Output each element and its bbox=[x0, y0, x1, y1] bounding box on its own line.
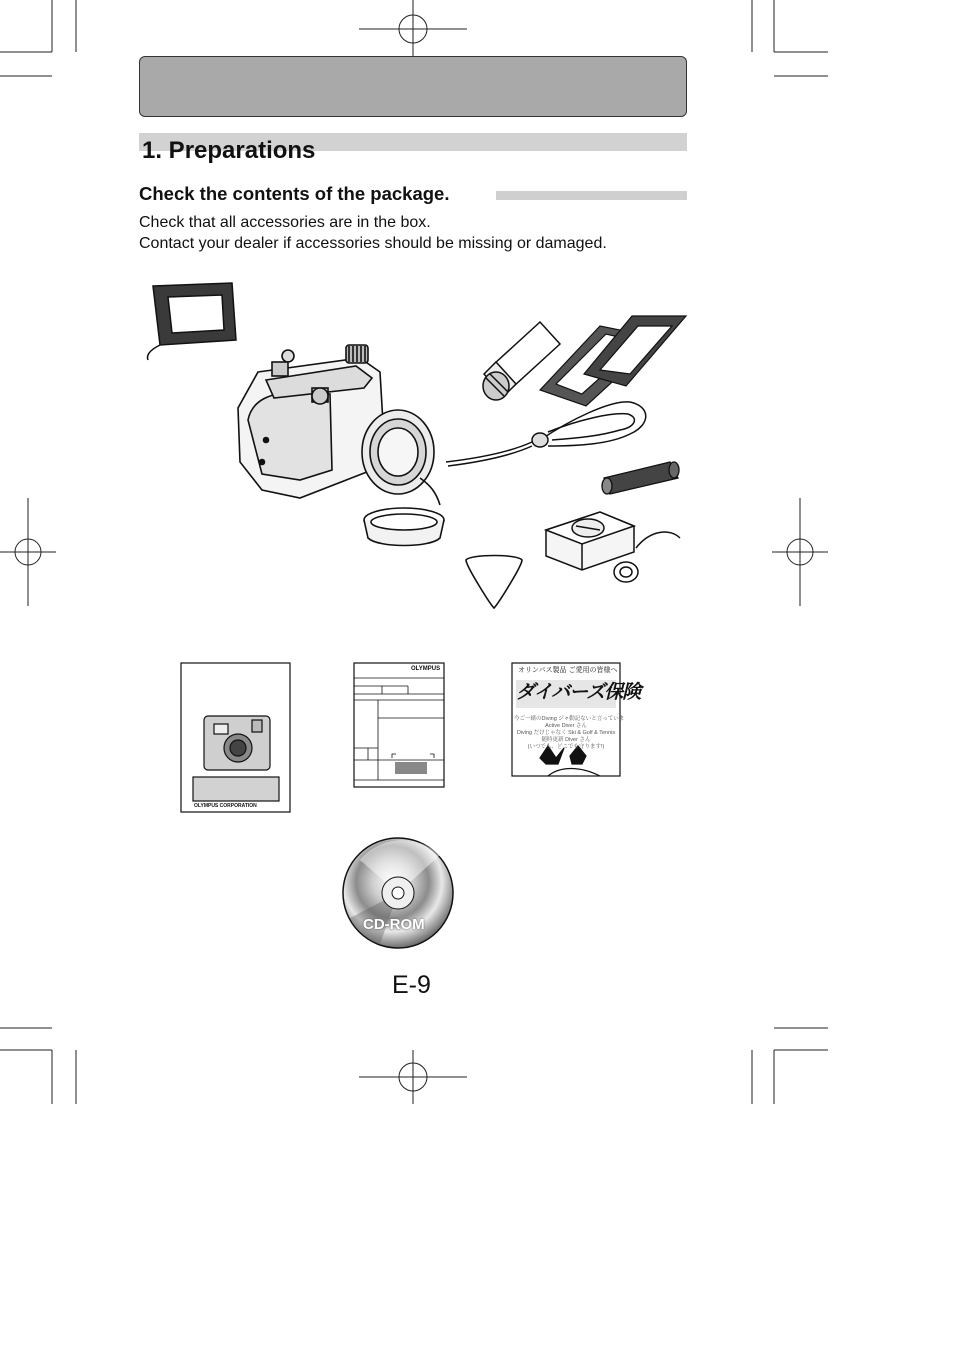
section-title: 1. Preparations bbox=[142, 137, 316, 164]
lens-cap-ring-icon bbox=[364, 508, 444, 546]
lcd-hood-icon bbox=[148, 283, 237, 360]
warranty-card-icon bbox=[354, 663, 444, 787]
leaflet-header: オリンパス製品 ご愛用の皆様へ bbox=[518, 667, 618, 674]
triangle-tool-icon bbox=[466, 556, 522, 609]
leaflet-line-4: 随時更新 Diver さん bbox=[541, 737, 591, 743]
body-line-2: Contact your dealer if accessories should be missing or damaged. bbox=[139, 235, 607, 252]
manual-brand: OLYMPUS CORPORATION bbox=[194, 803, 257, 809]
leaflet-line-1: 今ご一緒のDiving ジャ動記ないと言っていま bbox=[514, 716, 625, 722]
subsection-title: Check the contents of the package. bbox=[139, 183, 450, 204]
underwater-housing-icon bbox=[238, 345, 440, 505]
wrist-strap-icon bbox=[446, 402, 646, 466]
manual-icon bbox=[181, 663, 290, 812]
page-number: E-9 bbox=[392, 971, 431, 999]
body-line-1: Check that all accessories are in the box. bbox=[139, 214, 431, 231]
leaflet-line-2: Active Diver さん bbox=[545, 723, 587, 729]
cd-rom-label: CD-ROM bbox=[363, 916, 425, 933]
leaflet-headline: ダイバーズ保険 bbox=[516, 682, 641, 703]
warranty-brand: OLYMPUS bbox=[411, 666, 441, 672]
leaflet-line-3: Diving だけじゃなく Ski & Golf & Tennis bbox=[516, 730, 616, 736]
leaflet-line-5: (いつでも、どこでも守ります!) bbox=[527, 744, 605, 750]
weight-case-icon bbox=[546, 512, 680, 582]
adhesive-sheets-icon bbox=[540, 316, 686, 406]
grip-roll-icon bbox=[602, 462, 679, 494]
